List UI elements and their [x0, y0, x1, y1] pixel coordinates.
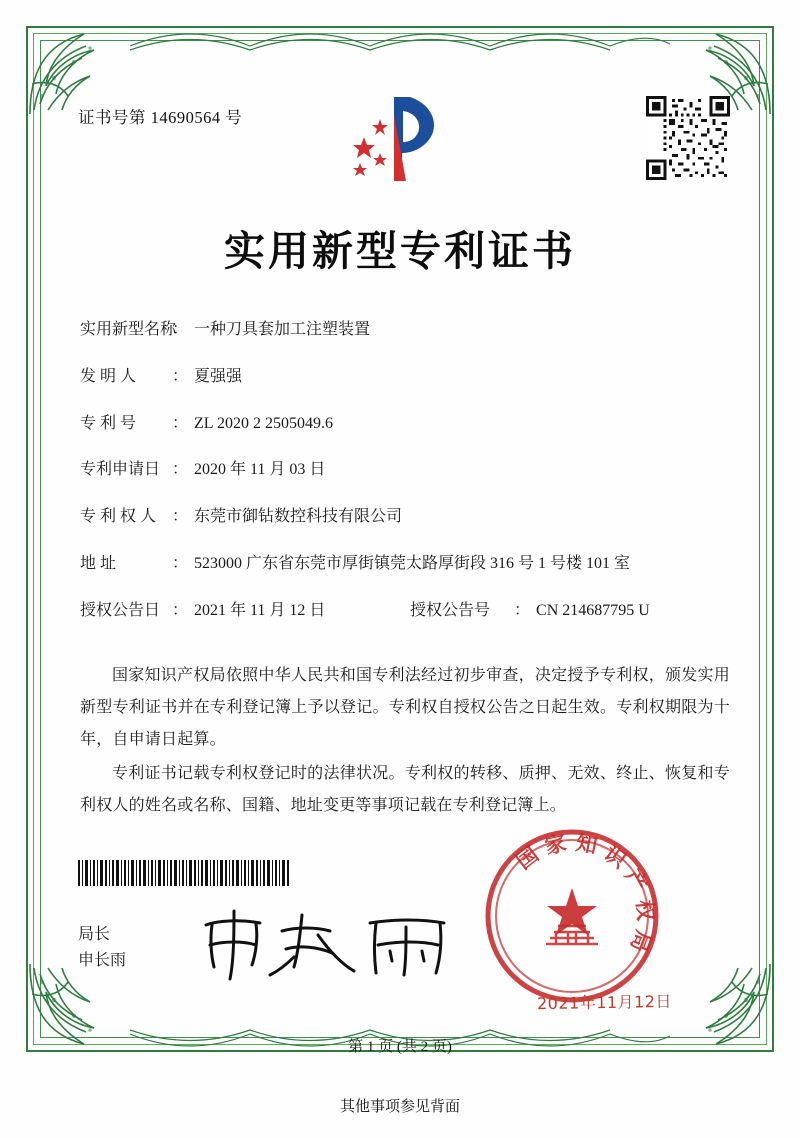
field-value: 东莞市御钻数控科技有限公司 — [194, 508, 403, 526]
field-value: 夏强强 — [194, 367, 243, 385]
field-value: 2020 年 11 月 03 日 — [194, 461, 326, 479]
legal-paragraph-2: 专利证书记载专利权登记时的法律状况。专利权的转移、质押、无效、终止、恢复和专利权人的姓名或名称、国籍、地址变更等事项记载在专利登记簿上。 — [80, 765, 730, 814]
field-label: 实用新型名称 — [80, 321, 177, 338]
field-label: 发 明 人 — [80, 367, 137, 385]
barcode-icon — [78, 860, 290, 886]
legal-text — [80, 660, 730, 824]
field-label: 授权公告日 — [80, 601, 161, 619]
field-row-grant-info — [80, 599, 732, 624]
field-colon: ： — [172, 414, 189, 432]
field-row-patentee — [80, 505, 732, 530]
page-number: 第 1 页 (共 2 页) — [348, 1039, 452, 1055]
field-value: ZL 2020 2 2505049.6 — [194, 414, 333, 432]
field-label: 专 利 号 — [80, 414, 137, 432]
field-label: 授权公告号 — [410, 601, 491, 619]
field-colon: ： — [172, 321, 189, 338]
cnipa-logo-icon — [340, 85, 460, 195]
svg-text:国 家 知 识 产 权 局: 国 家 知 识 产 权 局 — [511, 830, 658, 955]
seal-date: 2021年11月12日 — [536, 991, 673, 1014]
field-label: 地 址 — [80, 554, 117, 572]
field-row-inventor — [80, 365, 732, 390]
field-colon: ： — [172, 508, 189, 526]
qr-code-icon — [646, 96, 730, 180]
certificate-content — [60, 60, 740, 1055]
official-seal — [484, 828, 660, 1004]
page-title: 实用新型专利证书 — [224, 227, 576, 275]
field-grant-date — [80, 599, 410, 624]
field-value: 523000 广东省东莞市厚街镇莞太路厚街段 316 号 1 号楼 101 室 — [194, 554, 631, 572]
certificate-number: 证书号第 14690564 号 — [78, 108, 243, 127]
field-value: 一种刀具套加工注塑装置 — [194, 321, 371, 338]
fields-list — [80, 318, 732, 638]
field-colon: ： — [172, 367, 189, 385]
field-value: CN 214687795 U — [536, 601, 650, 619]
legal-paragraph-1: 国家知识产权局依照中华人民共和国专利法经过初步审查，决定授予专利权，颁发实用新型专利证书并在专利登记簿上予以登记。专利权自授权公告之日起生效。专利权期限为十年，自申请日起算。 — [80, 667, 730, 748]
field-row-application-date — [80, 458, 732, 483]
field-colon: ： — [172, 601, 189, 619]
field-row-patent-number — [80, 412, 732, 437]
field-grant-number — [410, 599, 650, 624]
signature-name: 申长雨 — [78, 951, 127, 969]
field-label: 专 利 权 人 — [80, 508, 157, 526]
field-row-address — [80, 552, 732, 577]
field-colon: ： — [172, 461, 189, 479]
field-label: 专利申请日 — [80, 461, 161, 479]
signature-role-label: 局长 — [78, 926, 111, 943]
field-colon: ： — [514, 601, 531, 619]
field-value: 2021 年 11 月 12 日 — [194, 601, 326, 619]
footer-note: 其他事项参见背面 — [339, 1099, 460, 1115]
field-row-invention-name — [80, 318, 732, 343]
signature-block — [78, 922, 126, 973]
field-colon: ： — [172, 554, 189, 572]
handwritten-signature-icon — [190, 905, 470, 985]
